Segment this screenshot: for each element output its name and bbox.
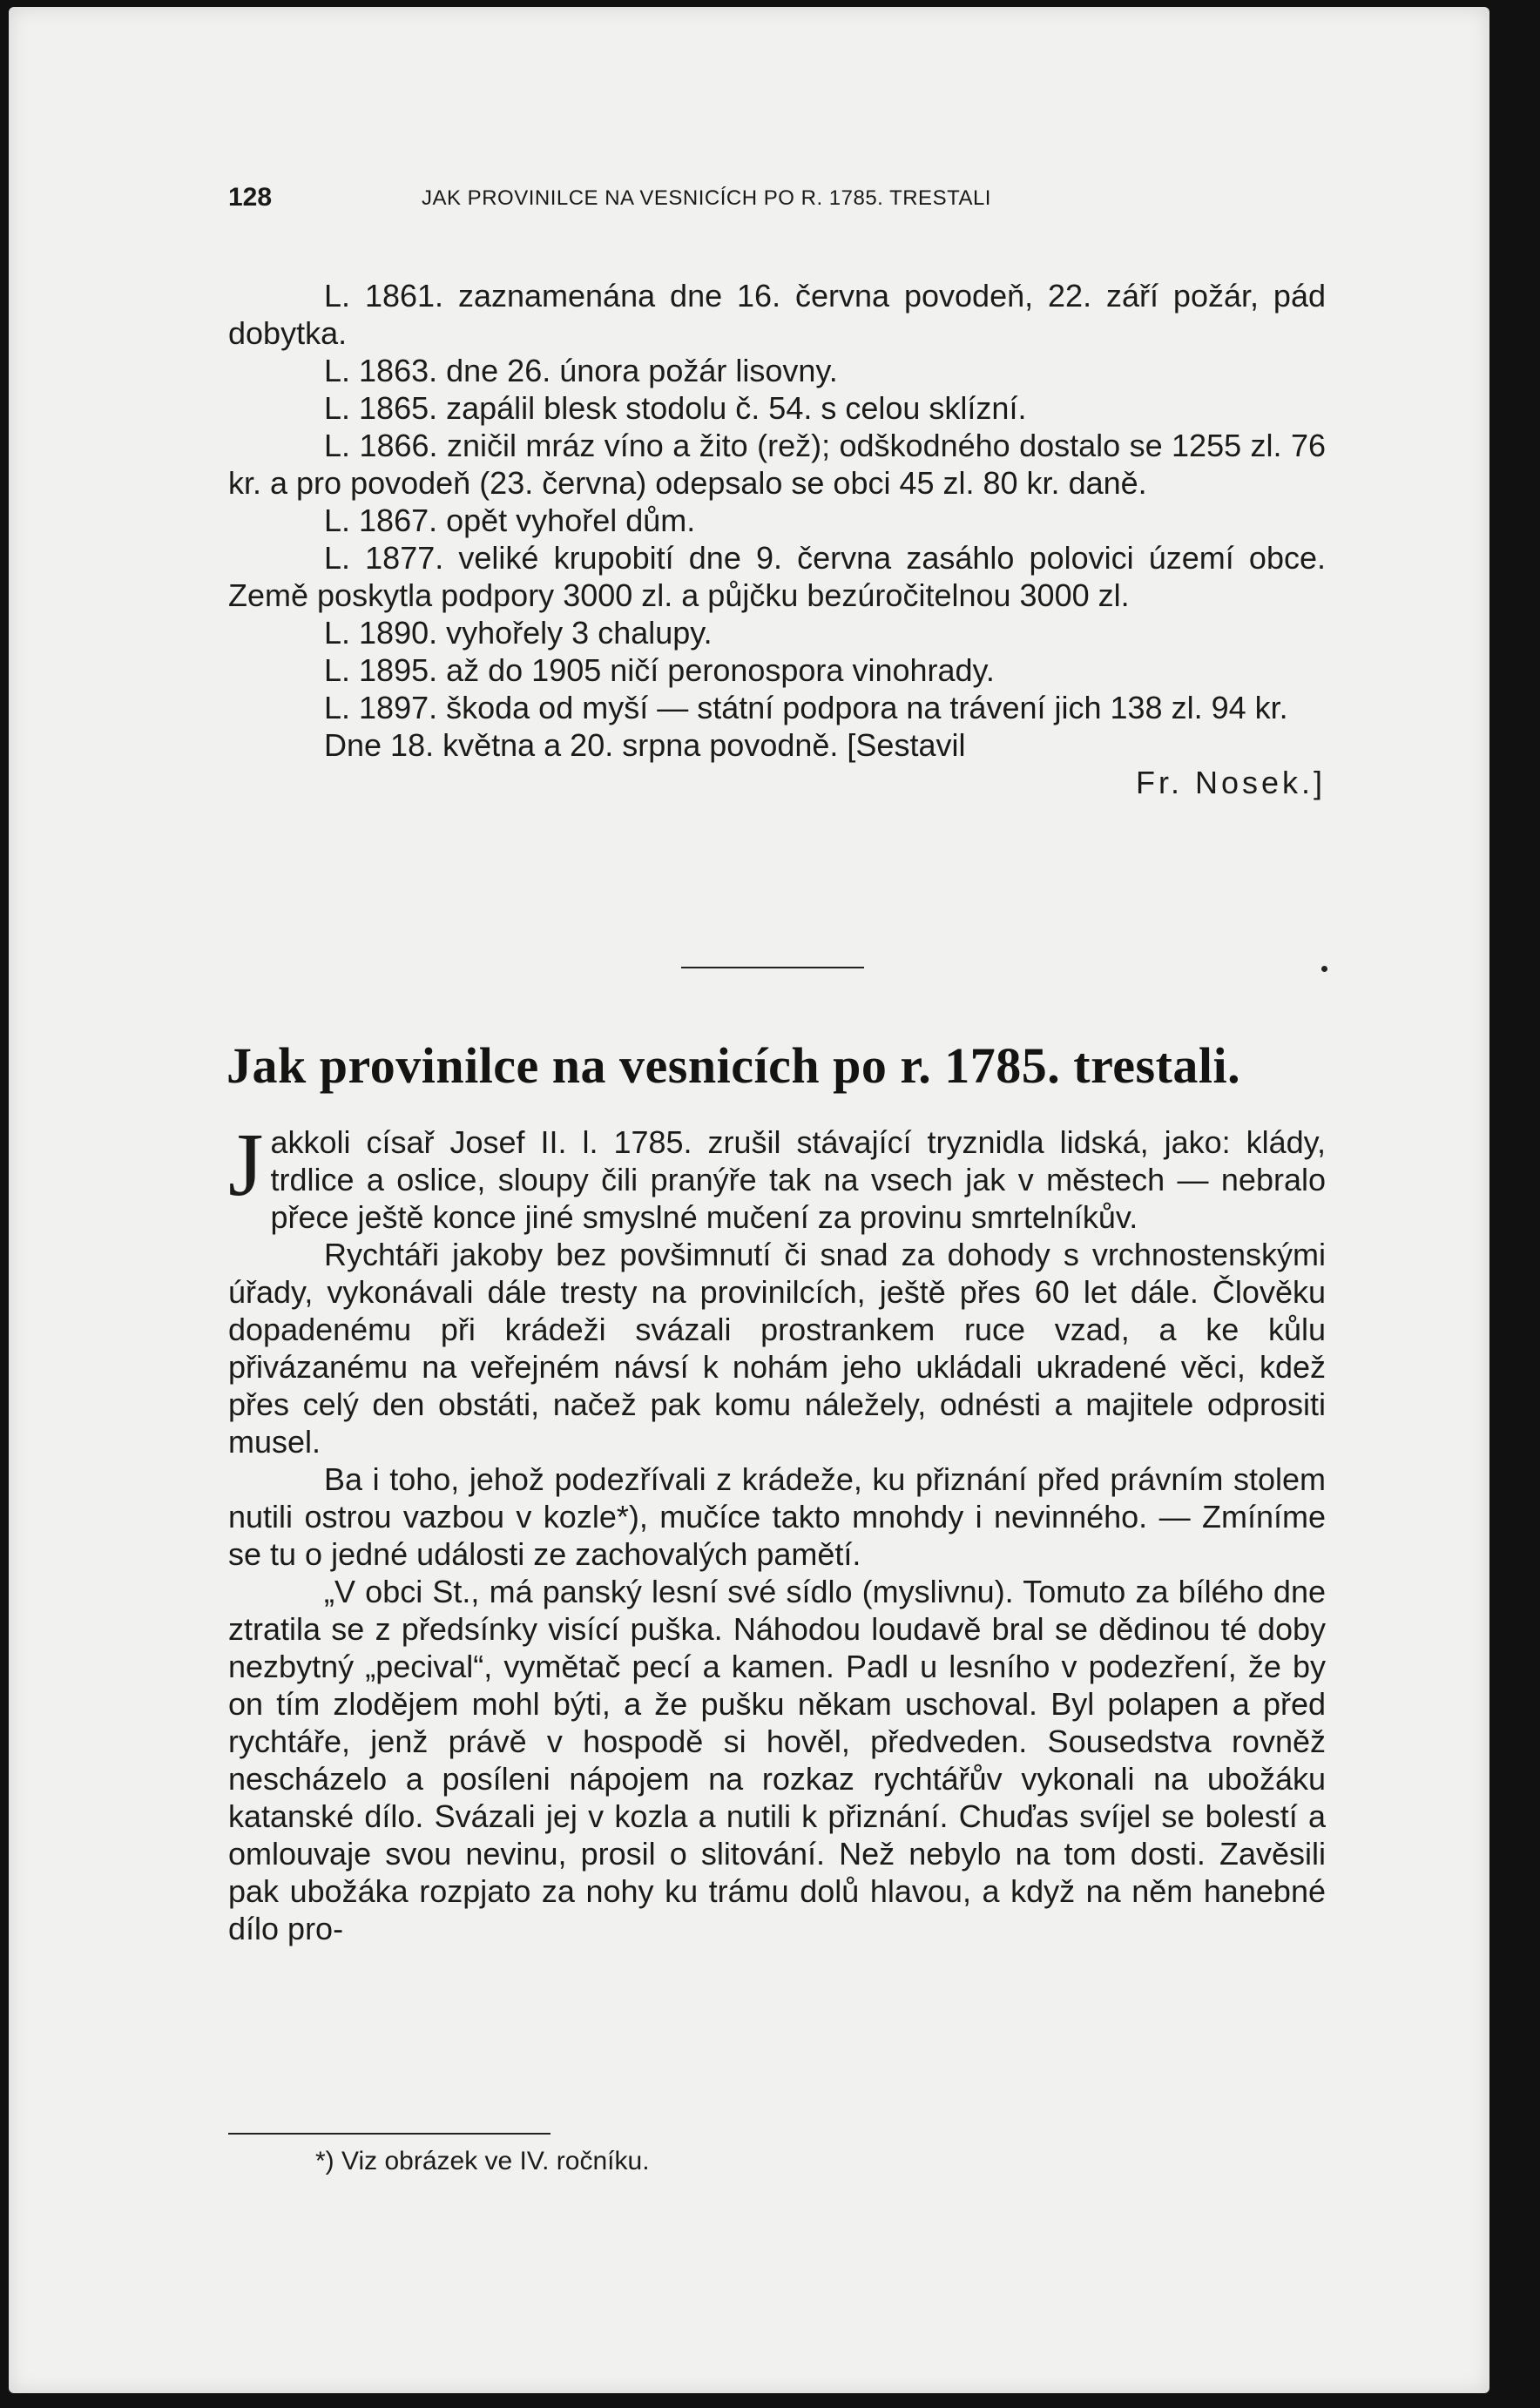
chronicle-entries [228, 277, 1326, 801]
page-number: 128 [228, 183, 273, 212]
article-title: Jak provinilce na vesnicích po r. 1785. trestali. [226, 1037, 1241, 1094]
section-divider [681, 967, 864, 968]
article-paragraph-text: akkoli císař Josef II. l. 1785. zrušil stávající tryznidla lidská, jako: klády, trdlice a oslice, sloupy čili pranýře tak na vsech jak v městech — nebralo přece ještě konce jiné smyslné mučení za provinu smrtelníkův. [270, 1124, 1326, 1235]
author-signature: Fr. Nosek.] [1135, 765, 1326, 800]
article-body [228, 1115, 1326, 1947]
article-paragraph: Ba i toho, jehož podezřívali z krádeže, ku přiznání před právním stolem nutili ostrou vazbou v kozle*), mučíce takto mnohdy i nevinného. — Zmíníme se tu o jedné události ze zachovalých pamětí. [228, 1461, 1326, 1572]
chronicle-entry: L. 1867. opět vyhořel dům. [324, 503, 696, 538]
chronicle-entry: L. 1863. dne 26. února požár lisovny. [324, 353, 838, 388]
ornament-dot [1321, 966, 1327, 972]
chronicle-entry: Dne 18. května a 20. srpna povodně. [Sestavil [324, 727, 966, 763]
chronicle-entry: L. 1866. zničil mráz víno a žito (rež); odškodného dostalo se 1255 zl. 76 kr. a pro povodeň (23. června) odepsalo se obci 45 zl. 80 kr. daně. [228, 428, 1326, 501]
running-title: JAK PROVINILCE NA VESNICÍCH PO R. 1785. TRESTALI [422, 186, 991, 210]
page-header [228, 183, 1334, 218]
chronicle-entry: L. 1865. zapálil blesk stodolu č. 54. s celou sklízní. [324, 390, 1027, 426]
article-paragraph [228, 1115, 1326, 1236]
drop-cap: J [228, 1115, 264, 1215]
article-paragraph: Rychtáři jakoby bez povšimnutí či snad za dohody s vrchnostenskými úřady, vykonávali dále tresty na provinilcích, ještě přes 60 let dále. Člověku dopadenému při krádeži svázali prostrankem ruce vzad, a ke kůlu přivázanému na veřejném návsí k nohám jeho ukládali ukradené věci, kdež přes celý den obstáti, načež pak komu náležely, odnésti a majitele odprositi musel. [228, 1237, 1326, 1460]
footnote-divider [228, 2133, 550, 2135]
chronicle-entry: L. 1877. veliké krupobití dne 9. června zasáhlo polovici území obce. Země poskytla podpory 3000 zl. a půjčku bezúročitelnou 3000 zl. [228, 540, 1326, 613]
chronicle-entry: L. 1861. zaznamenána dne 16. června povodeň, 22. září požár, pád dobytka. [228, 278, 1326, 351]
chronicle-entry: L. 1890. vyhořely 3 chalupy. [324, 615, 713, 651]
chronicle-entry: L. 1897. škoda od myší — státní podpora na trávení jich 138 zl. 94 kr. [324, 690, 1288, 725]
article-paragraph: „V obci St., má panský lesní své sídlo (myslivnu). Tomuto za bílého dne ztratila se z předsínky visící puška. Náhodou loudavě bral se dědinou té doby nezbytný „pecival“, vymětač pecí a kamen. Padl u lesního v podezření, že by on tím zlodějem mohl býti, a že pušku někam uschoval. Byl polapen a před rychtáře, jenž právě v hospodě si hověl, předveden. Sousedstva rovněž nescházelo a posíleni nápojem na rozkaz rychtářův vykonali na ubožáku katanské dílo. Svázali jej v kozla a nutili k přiznání. Chuďas svíjel se bolestí a omlouvaje svou nevinu, prosil o slitování. Než nebylo na tom dosti. Zavěsili pak ubožáka rozpjato za nohy ku trámu dolů hlavou, a když na něm hanebné dílo pro- [228, 1574, 1326, 1946]
footnote: *) Viz obrázek ve IV. ročníku. [315, 2147, 650, 2175]
chronicle-entry: L. 1895. až do 1905 ničí peronospora vinohrady. [324, 652, 995, 688]
